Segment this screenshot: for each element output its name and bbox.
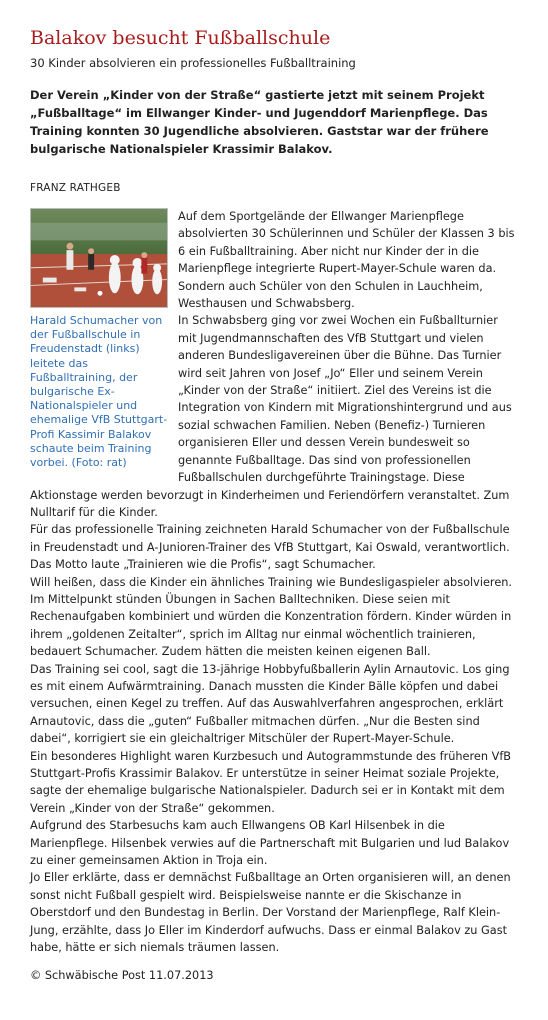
article-lead: Der Verein „Kinder von der Straße“ gastierte jetzt mit seinem Projekt „Fußballtage“ im Ellwanger Kinder- und Jugenddorf Marienpflege. Das Training konnten 30 Jugendliche absolvieren. Gaststar war der frühere bulgarische Nationalspieler Krassimir Balakov. xyxy=(30,88,489,156)
paragraph: Für das professionelle Training zeichneten Harald Schumacher von der Fußballschule in Freudenstadt und A-Junioren-Trainer des VfB Stuttgart, Kai Oswald, verantwortlich. Das Motto laute „Trainieren wie die Profis“, sagt Schumacher. xyxy=(30,523,510,572)
article-body xyxy=(30,208,518,956)
paragraph: Aufgrund des Starbesuchs kam auch Ellwangens OB Karl Hilsenbek in die Marienpflege. Hilsenbek verwies auf die Partnerschaft mit Bulgarien und lud Balakov zu einer gemeinsamen Aktion in Troja ein. xyxy=(30,819,510,868)
paragraph: Auf dem Sportgelände der Ellwanger Marienpflege absolvierten 30 Schülerinnen und Schüler der Klassen 3 bis 6 ein Fußballtraining. Aber nicht nur Kinder der in die Marienpflege integrierte Rupert-Mayer-Schule waren da. Sondern auch Schüler von den Schulen in Lauchheim, Westhausen und Schwabsberg. xyxy=(178,210,515,311)
image-caption: Harald Schumacher von der Fußballschule in Freudenstadt (links) leitete das Fußballtraining, der bulgarische Ex-Nationalspieler und ehemalige VfB Stuttgart-Profi Kassimir Balakov schaute beim Training vorbei. (Foto: rat) xyxy=(30,314,168,470)
article-subtitle: 30 Kinder absolvieren ein professionelles Fußballtraining xyxy=(30,56,356,70)
article-title: Balakov besucht Fußballschule xyxy=(30,27,331,49)
article-figure xyxy=(30,208,168,470)
paragraph: Ein besonderes Highlight waren Kurzbesuch und Autogrammstunde des früheren VfB Stuttgart-Profis Krassimir Balakov. Er unterstütze in seiner Heimat soziale Projekte, sagte der ehemalige bulgarische Nationalspieler. Dadurch sei er in Kontakt mit dem Verein „Kinder von der Straße“ gekommen. xyxy=(30,749,512,815)
article-author: FRANZ RATHGEB xyxy=(30,182,121,194)
paragraph: Will heißen, dass die Kinder ein ähnliches Training wie Bundesligaspieler absolvieren. Im Mittelpunkt stünden Übungen in Sachen Balltechniken. Diese seien mit Rechenaufgaben kombiniert und würden die Konzentration fördern. Kinder würden in ihrem „goldenen Zeitalter“, sprich im Alltag nur einmal wöchentlich trainieren, bedauert Schumacher. Zudem hätten die meisten keinen eigenen Ball. xyxy=(30,575,513,659)
copyright-notice: © Schwäbische Post 11.07.2013 xyxy=(30,969,214,983)
paragraph: Jo Eller erklärte, dass er demnächst Fußballtage an Orten organisieren will, an denen sonst nicht Fußball gespielt wird. Beispielsweise nannte er die Skischanze in Oberstdorf und den Bundestag in Berlin. Der Vorstand der Marienpflege, Ralf Klein-Jung, erzählte, dass Jo Eller im Kinderdorf aufwuchs. Dass er einmal Balakov zu Gast habe, hätte er sich niemals träumen lassen. xyxy=(30,871,511,955)
paragraph: Das Training sei cool, sagt die 13-jährige Hobbyfußballerin Aylin Arnautovic. Los ging es mit einem Aufwärmtraining. Danach mussten die Kinder Bälle köpfen und dabei versuchen, einen Kegel zu treffen. Auf das Auswahlverfahren angesprochen, erklärt Arnautovic, dass die „guten“ Fußballer mitmachen dürfen. „Nur die Besten sind dabei“, korrigiert sie ein gleichaltriger Mitschüler der Rupert-Mayer-Schule. xyxy=(30,662,510,746)
paragraph: In Schwabsberg ging vor zwei Wochen ein Fußballturnier mit Jugendmannschaften des VfB Stuttgart und vielen anderen Bundesligavereinen über die Bühne. Das Turnier wird seit Jahren von Josef „Jo“ Eller und seinem Verein „Kinder von der Straße“ initiiert. Ziel des Vereins ist die Integration von Kindern mit Migrationshintergrund und aus sozial schwachen Familien. Neben (Benefiz-) Turnieren organisieren Eller und dessen Verein bundesweit so genannte Fußballtage. Das sind von professionellen Fußballschulen durchgeführte Trainingstage. Diese Aktionstage werden bevorzugt in Kinderheimen und Feriendörfern veranstaltet. Zum Nulltarif für die Kinder. xyxy=(30,314,512,519)
article-photo xyxy=(30,208,168,308)
